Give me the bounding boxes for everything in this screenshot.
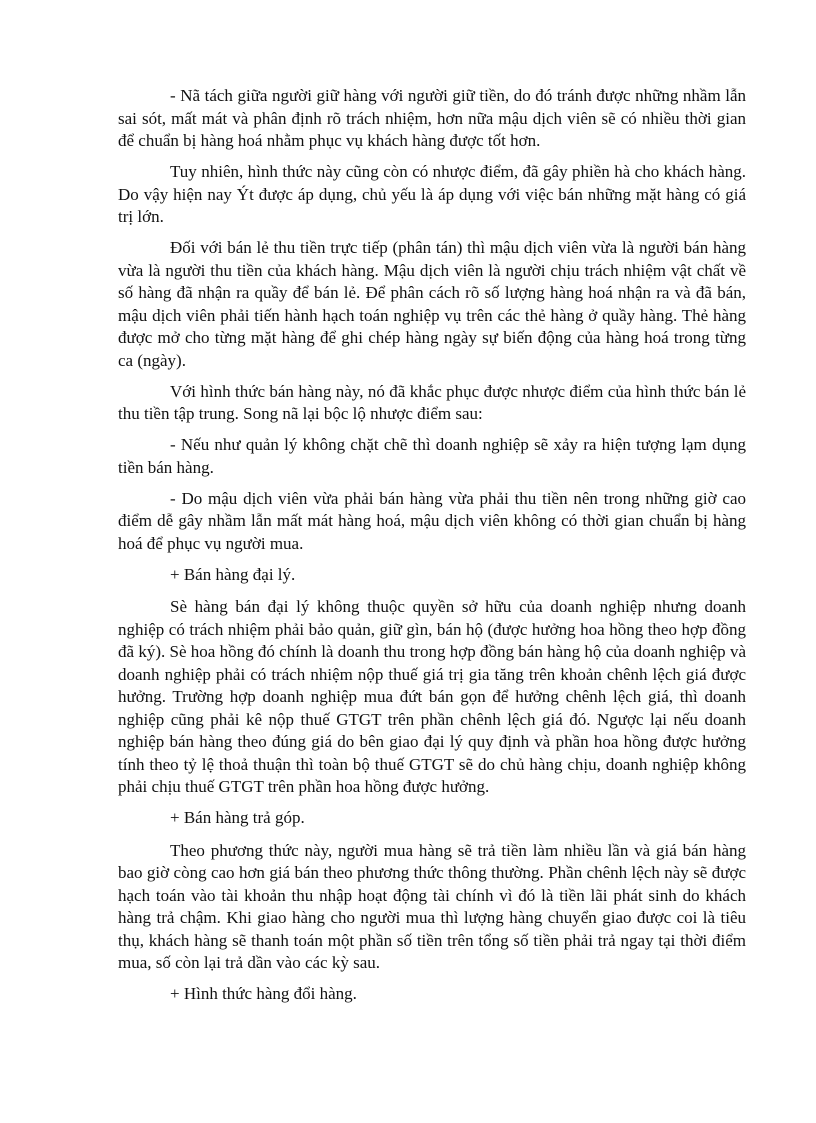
document-page	[118, 85, 746, 1016]
paragraph-drawbacks: Tuy nhiên, hình thức này cũng còn có nhược điểm, đã gây phiền hà cho khách hàng. Do vậy hiện nay Ýt được áp dụng, chủ yếu là áp dụng với việc bán những mặt hàng có giá trị lớn.	[118, 162, 746, 226]
paragraph-installment-sales: Theo phương thức này, người mua hàng sẽ trả tiền làm nhiều lần và giá bán hàng bao giờ còng cao hơn giá bán theo phương thức thông thường. Phần chênh lệch này sẽ được hạch toán vào tài khoản thu nhập hoạt động tài chính vì đó là tiền lãi phát sinh do khách hàng trả chậm. Khi giao hàng cho người mua thì lượng hàng chuyển giao được coi là tiêu thụ, khách hàng sẽ thanh toán một phần số tiền trên tổng số tiền phải trả ngay tại thời điểm mua, số còn lại trả dần vào các kỳ sau.	[118, 840, 746, 972]
paragraph-weakness-peak-hours: - Do mậu dịch viên vừa phải bán hàng vừa phải thu tiền nên trong những giờ cao điểm dễ gây nhầm lẫn mất mát hàng hoá, mậu dịch viên không có thời gian chuẩn bị hàng hoá để phục vụ người mua.	[118, 488, 746, 553]
paragraph-weakness-management: - Nếu như quản lý không chặt chẽ thì doanh nghiệp sẽ xảy ra hiện tượng lạm dụng tiền bán hàng.	[118, 435, 746, 477]
paragraph-agency-sales: Sè hàng bán đại lý không thuộc quyền sở hữu của doanh nghiệp nhưng doanh nghiệp có trách nhiệm phải bảo quản, giữ gìn, bán hộ (được hưởng hoa hồng theo hợp đồng đã ký). Sè hoa hồng đó chính là doanh thu trong hợp đồng bán hàng hộ của doanh nghiệp và doanh nghiệp phải có trách nhiệm nộp thuế giá trị gia tăng trên khoản chênh lệch giá được hưởng. Trường hợp doanh nghiệp mua đứt bán gọn để hưởng chênh lệch giá, thì doanh nghiệp cũng phải kê nộp thuế GTGT trên phần chênh lệch giá đó. Ngược lại nếu doanh nghiệp bán hàng theo đúng giá do bên giao đại lý quy định và phần hoa hồng được hưởng tính theo tỷ lệ thoả thuận thì toàn bộ thuế GTGT sẽ do chủ hàng chịu, doanh nghiệp không phải chịu thuế GTGT trên phần hoa hồng được hưởng.	[118, 597, 746, 796]
paragraph-direct-retail-evaluation: Với hình thức bán hàng này, nó đã khắc phục được nhược điểm của hình thức bán lẻ thu tiền tập trung. Song nã lại bộc lộ nhược điểm sau:	[118, 381, 746, 423]
heading-barter-sales: + Hình thức hàng đổi hàng.	[170, 984, 357, 1003]
paragraph-separation-benefits: - Nã tách giữa người giữ hàng với người giữ tiền, do đó tránh được những nhầm lẫn sai sót, mất mát và phân định rõ trách nhiệm, hơn nữa mậu dịch viên sẽ có nhiều thời gian để chuẩn bị hàng hoá nhằm phục vụ khách hàng được tốt hơn.	[118, 86, 746, 150]
heading-installment-sales: + Bán hàng trả góp.	[170, 808, 305, 827]
paragraph-direct-retail: Đối với bán lẻ thu tiền trực tiếp (phân tán) thì mậu dịch viên vừa là người bán hàng vừa là người thu tiền của khách hàng. Mậu dịch viên là người chịu trách nhiệm vật chất về số hàng đã nhận ra quầy để bán lẻ. Để phân cách rõ số lượng hàng hoá nhận ra và đã bán, mậu dịch viên phải tiến hành hạch toán nghiệp vụ trên các thẻ hàng ở quầy hàng. Thẻ hàng được mở cho từng mặt hàng để ghi chép hàng ngày sự biến động của hàng hoá trong từng ca (ngày).	[118, 238, 746, 370]
heading-agency-sales: + Bán hàng đại lý.	[170, 564, 296, 584]
